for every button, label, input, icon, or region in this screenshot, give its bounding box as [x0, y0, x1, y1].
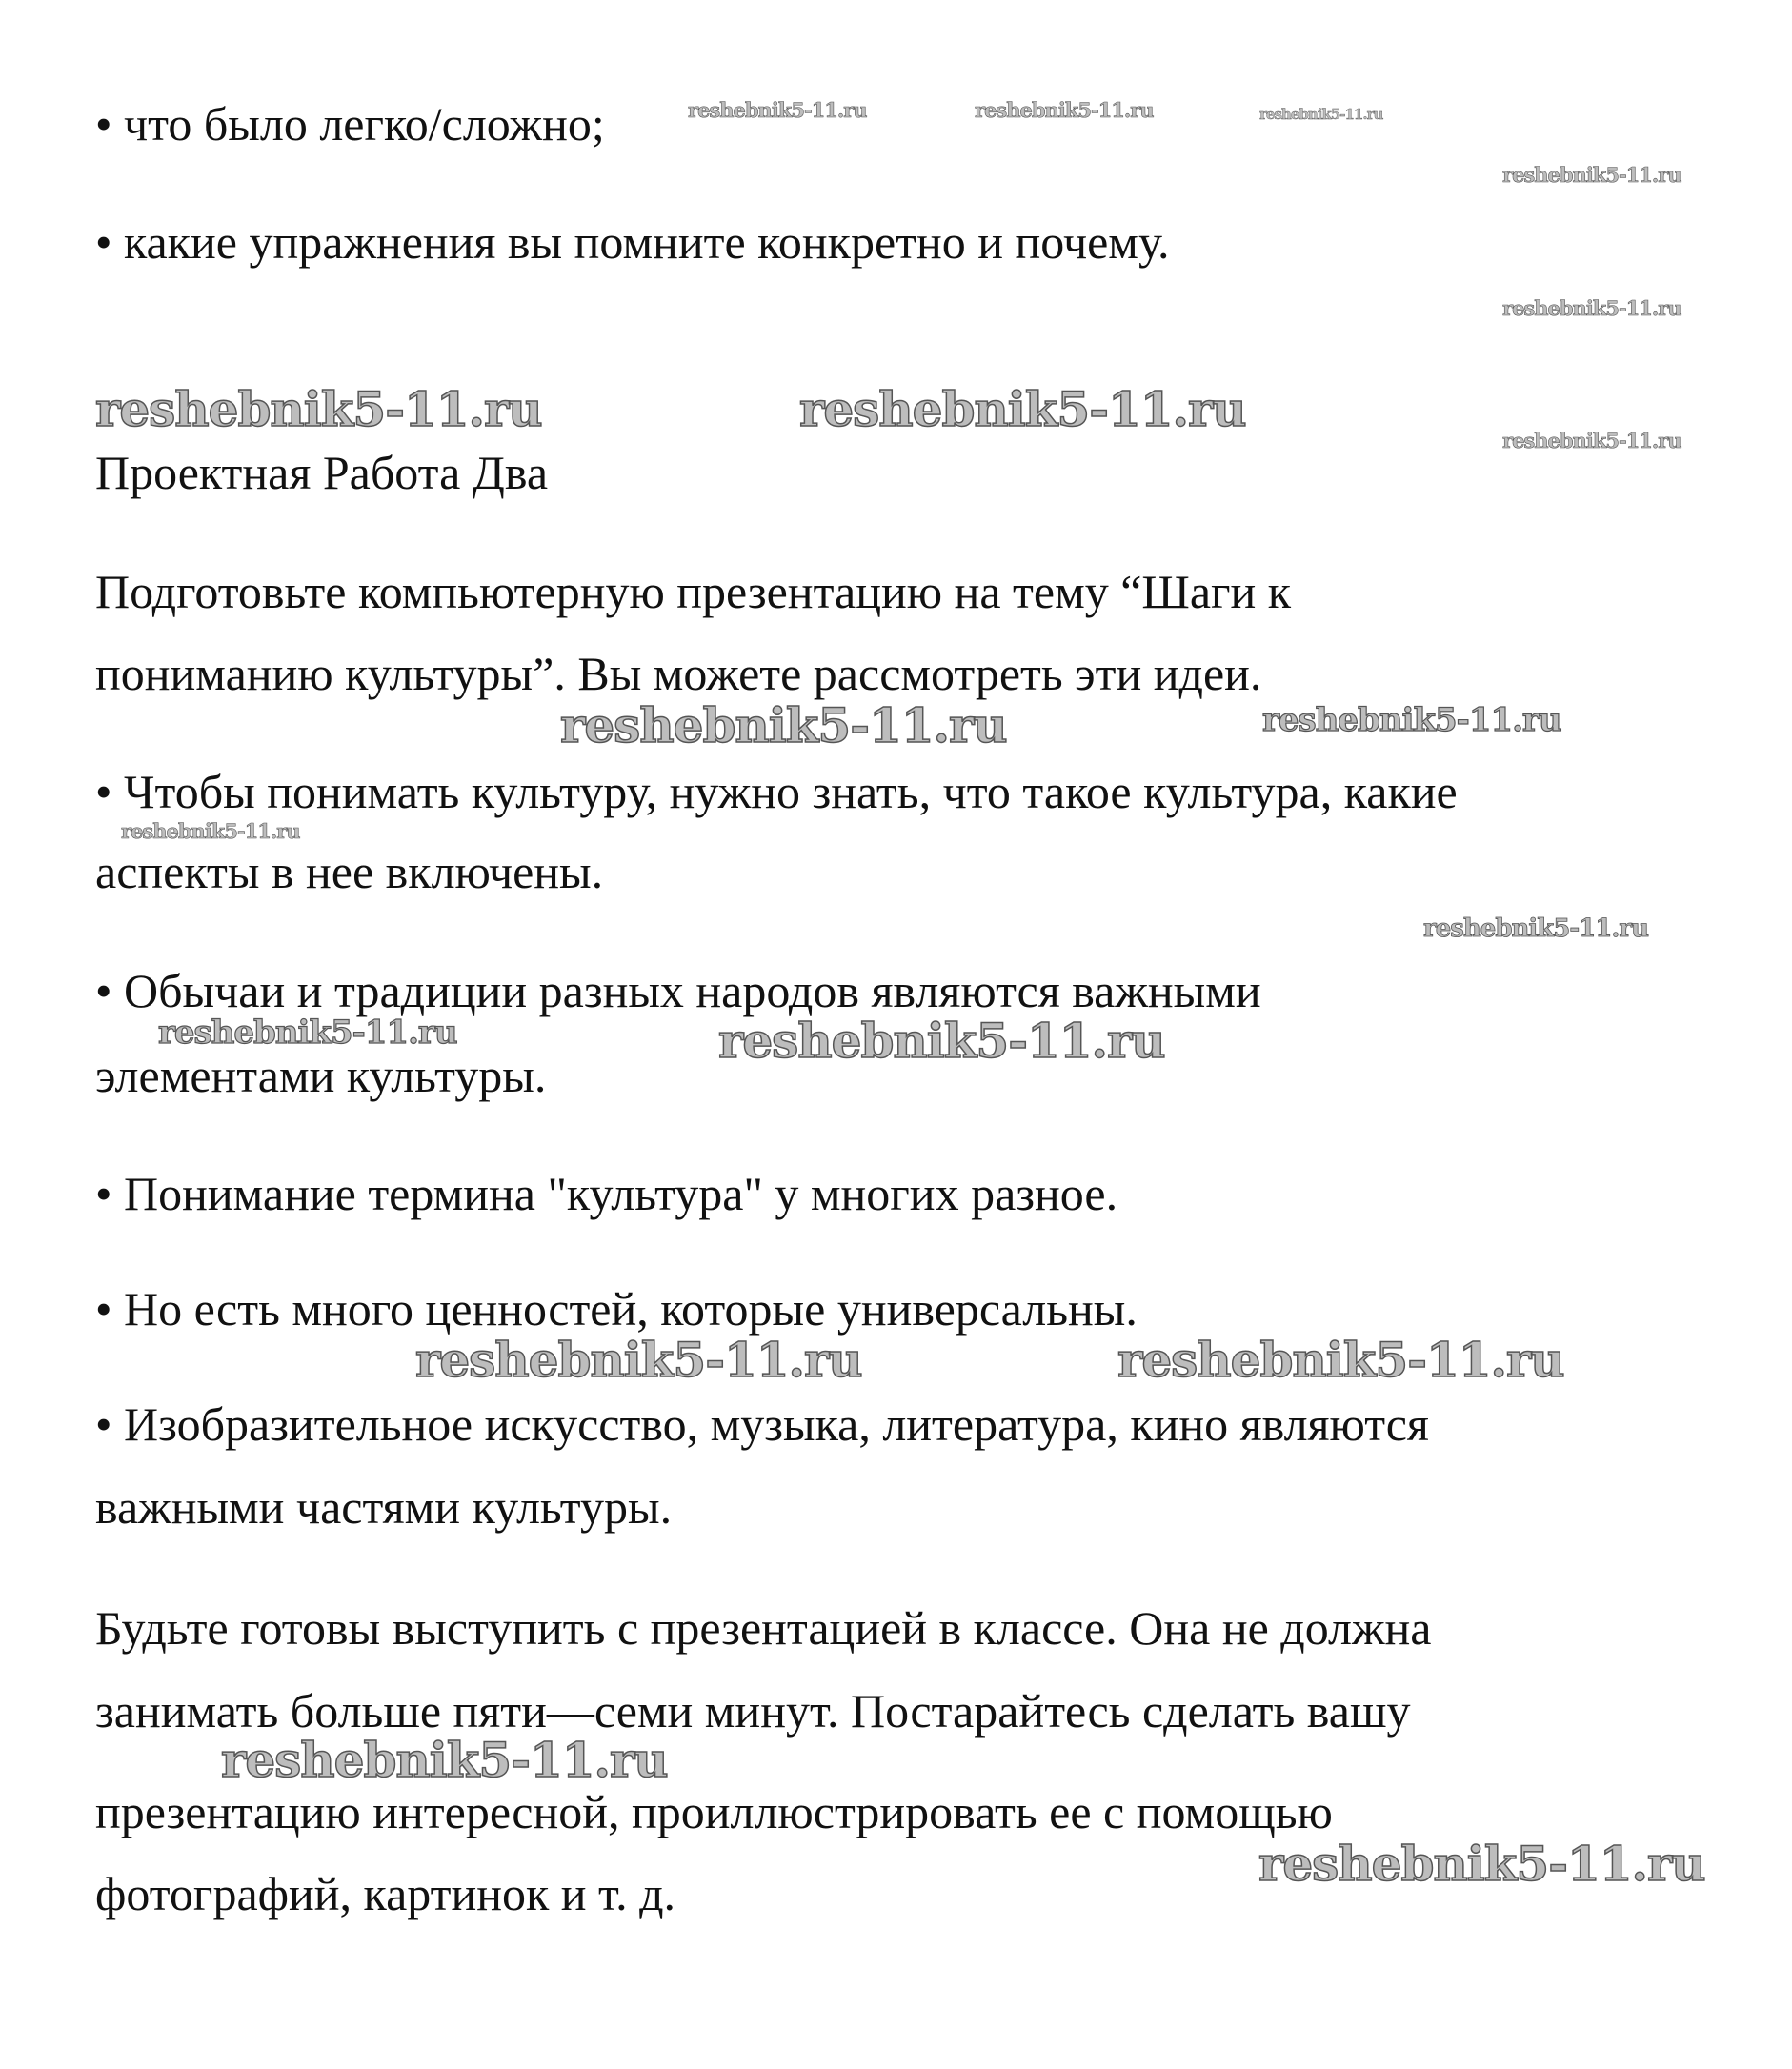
- watermark: reshebnik5-11.ru: [688, 98, 867, 122]
- watermark: reshebnik5-11.ru: [95, 381, 542, 437]
- paragraph-line: презентацию интересной, проиллюстрировать ее с помощью: [95, 1785, 1333, 1838]
- bullet-line: • Понимание термина "культура" у многих разное.: [95, 1167, 1118, 1220]
- bullet-line: важными частями культуры.: [95, 1480, 673, 1534]
- bullet-line: • что было легко/сложно;: [95, 97, 605, 151]
- paragraph-line: Будьте готовы выступить с презентацией в классе. Она не должна: [95, 1601, 1432, 1655]
- paragraph-line: Подготовьте компьютерную презентацию на тему “Шаги к: [95, 565, 1292, 618]
- watermark: reshebnik5-11.ru: [1502, 296, 1681, 320]
- watermark: reshebnik5-11.ru: [1262, 701, 1561, 739]
- section-heading: Проектная Работа Два: [95, 446, 549, 499]
- watermark: reshebnik5-11.ru: [560, 697, 1007, 753]
- paragraph-line: занимать больше пяти—семи минут. Постарайтесь сделать вашу: [95, 1684, 1411, 1738]
- watermark: reshebnik5-11.ru: [1117, 1332, 1564, 1388]
- bullet-line: • Чтобы понимать культуру, нужно знать, что такое культура, какие: [95, 765, 1458, 818]
- bullet-line: • Но есть много ценностей, которые универсальны.: [95, 1282, 1138, 1336]
- watermark: reshebnik5-11.ru: [1502, 163, 1681, 187]
- watermark: reshebnik5-11.ru: [975, 98, 1154, 122]
- watermark: reshebnik5-11.ru: [1259, 106, 1383, 123]
- watermark: reshebnik5-11.ru: [158, 1014, 457, 1052]
- watermark: reshebnik5-11.ru: [718, 1013, 1165, 1069]
- bullet-line: • Обычаи и традиции разных народов являются важными: [95, 964, 1261, 1017]
- bullet-line: элементами культуры.: [95, 1049, 547, 1102]
- paragraph-line: пониманию культуры”. Вы можете рассмотреть эти идеи.: [95, 647, 1262, 700]
- watermark: reshebnik5-11.ru: [799, 381, 1246, 437]
- watermark: reshebnik5-11.ru: [1423, 914, 1649, 943]
- bullet-line: • какие упражнения вы помните конкретно и почему.: [95, 215, 1170, 269]
- watermark: reshebnik5-11.ru: [415, 1332, 862, 1388]
- bullet-line: • Изобразительное искусство, музыка, литература, кино являются: [95, 1397, 1429, 1451]
- watermark: reshebnik5-11.ru: [1258, 1836, 1705, 1892]
- paragraph-line: фотографий, картинок и т. д.: [95, 1867, 676, 1920]
- watermark: reshebnik5-11.ru: [1502, 429, 1681, 452]
- watermark: reshebnik5-11.ru: [221, 1732, 668, 1788]
- bullet-line: аспекты в нее включены.: [95, 845, 604, 898]
- watermark: reshebnik5-11.ru: [121, 819, 300, 843]
